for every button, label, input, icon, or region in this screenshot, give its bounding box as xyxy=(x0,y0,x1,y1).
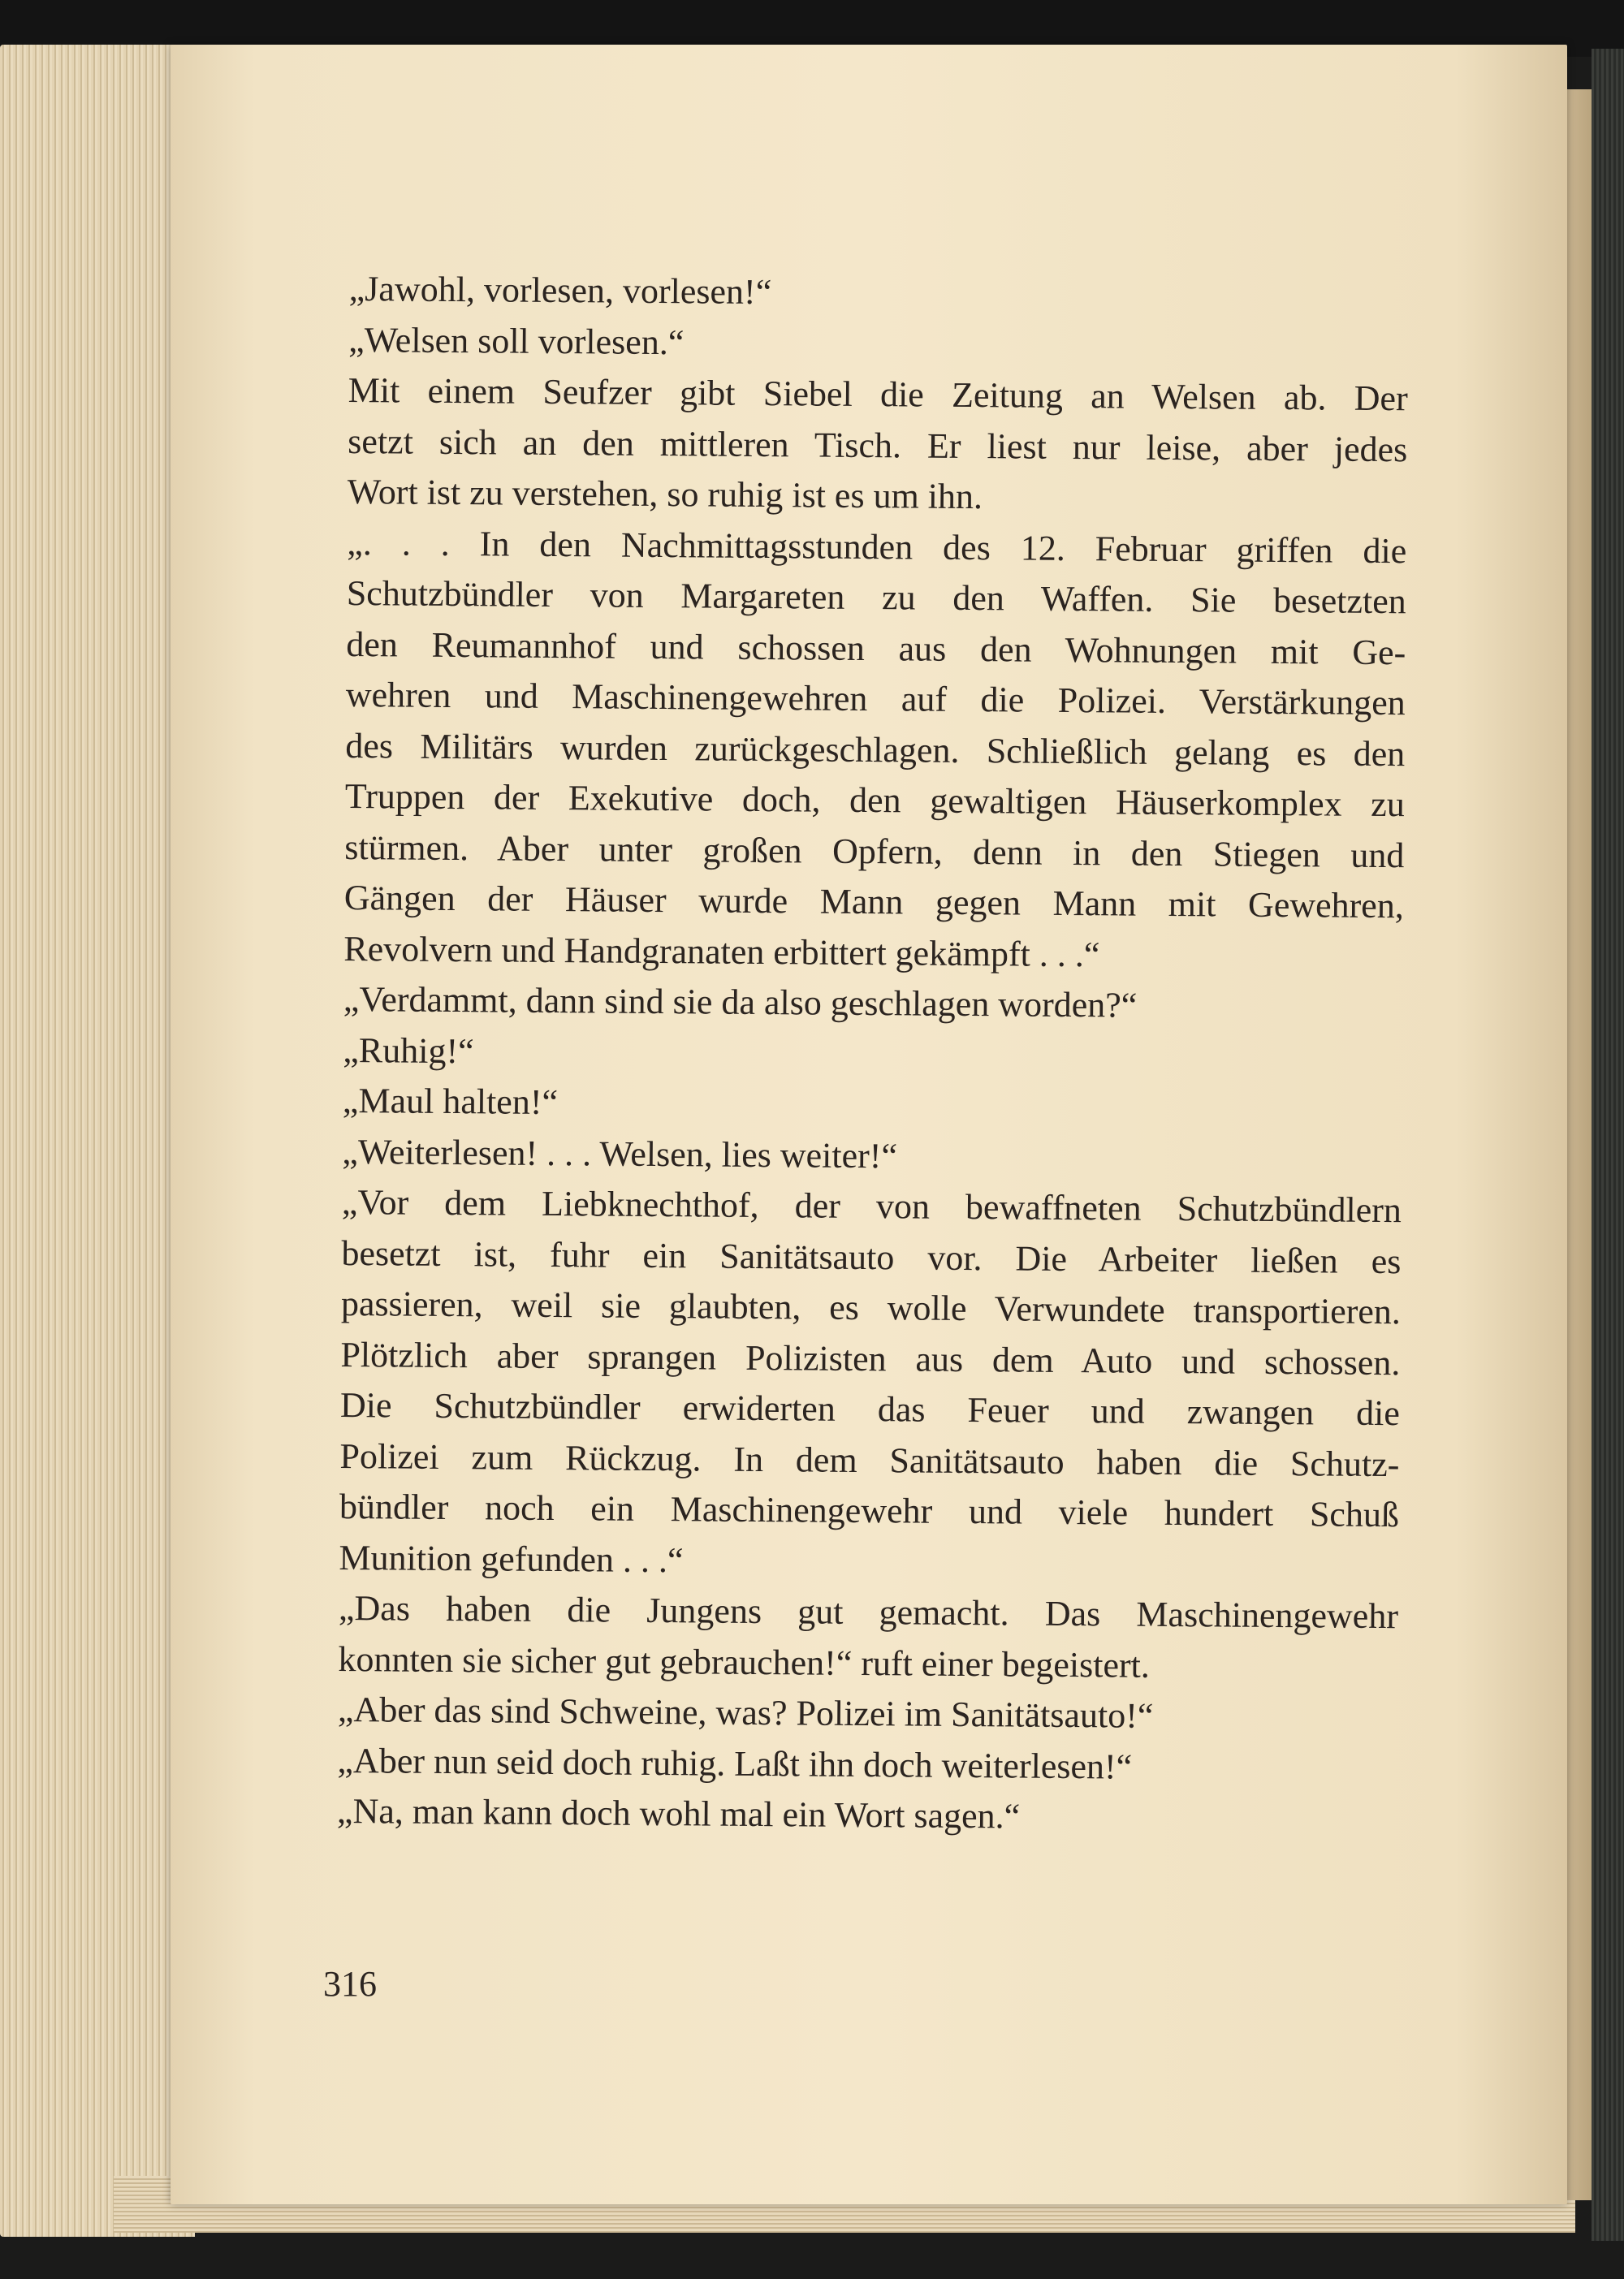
text-line: Plötzlich aber sprangen Polizisten aus dem Auto und schossen. xyxy=(340,1334,1401,1383)
text-line: besetzt ist, fuhr ein Sanitätsauto vor. Die Arbeiter ließen es xyxy=(341,1232,1402,1281)
text-line: Munition gefunden . . .“ xyxy=(339,1537,684,1580)
text-line: bündler noch ein Maschinengewehr und viele hundert Schuß xyxy=(339,1486,1400,1535)
text-line: stürmen. Aber unter großen Opfern, denn in den Stiegen und xyxy=(344,827,1405,875)
text-line: Gängen der Häuser wurde Mann gegen Mann mit Gewehren, xyxy=(343,877,1405,926)
book-cover-edge xyxy=(1592,49,1624,2241)
text-line: „Aber nun seid doch ruhig. Laßt ihn doch weiterlesen!“ xyxy=(337,1740,1133,1787)
page-text xyxy=(337,264,1409,1845)
text-line: „Ruhig!“ xyxy=(343,1029,474,1071)
text-line: „Aber das sind Schweine, was? Polizei im Sanitätsauto!“ xyxy=(337,1689,1154,1736)
text-line: „Das haben die Jungens gut gemacht. Das Maschinengewehr xyxy=(338,1587,1399,1637)
text-line: Polizei zum Rückzug. In dem Sanitätsauto haben die Schutz- xyxy=(339,1435,1400,1484)
text-line: des Militärs wurden zurückgeschlagen. Schließlich gelang es den xyxy=(345,725,1406,774)
text-line: Wort ist zu verstehen, so ruhig ist es um ihn. xyxy=(347,471,983,517)
text-line: „. . . In den Nachmittagsstunden des 12. Februar griffen die xyxy=(347,522,1407,571)
text-line: wehren und Maschinengewehren auf die Polizei. Verstärkungen xyxy=(345,674,1406,723)
text-line: „Vor dem Liebknechthof, der von bewaffneten Schutzbündlern xyxy=(341,1181,1402,1231)
text-line: passieren, weil sie glaubten, es wolle Verwundete transportieren. xyxy=(340,1283,1402,1332)
text-line: „Jawohl, vorlesen, vorlesen!“ xyxy=(348,268,772,313)
text-line: Revolvern und Handgranaten erbittert gekämpft . . .“ xyxy=(343,928,1100,974)
page-edge-right xyxy=(1563,89,1592,2200)
text-line: „Verdammt, dann sind sie da also geschlagen worden?“ xyxy=(343,978,1138,1025)
text-line: „Welsen soll vorlesen.“ xyxy=(348,319,685,362)
page-stack-left xyxy=(0,45,195,2237)
page-number: 316 xyxy=(323,1964,377,2004)
text-line: Die Schutzbündler erwiderten das Feuer und zwangen die xyxy=(339,1384,1401,1434)
text-line: Mit einem Seufzer gibt Siebel die Zeitung an Welsen ab. Der xyxy=(348,369,1408,419)
text-line: Schutzbündler von Margareten zu den Waffen. Sie besetzten xyxy=(346,572,1406,622)
text-line: „Weiterlesen! . . . Welsen, lies weiter!“ xyxy=(342,1131,898,1176)
text-line: setzt sich an den mittleren Tisch. Er liest nur leise, aber jedes xyxy=(348,421,1408,469)
text-line: konnten sie sicher gut gebrauchen!“ ruft einer begeistert. xyxy=(338,1638,1151,1686)
text-line: Truppen der Exekutive doch, den gewaltigen Häuserkomplex zu xyxy=(344,775,1406,825)
text-line: „Maul halten!“ xyxy=(342,1080,559,1123)
text-line: den Reumannhof und schossen aus den Wohnungen mit Ge- xyxy=(346,624,1406,672)
text-line: „Na, man kann doch wohl mal ein Wort sagen.“ xyxy=(336,1790,1021,1837)
